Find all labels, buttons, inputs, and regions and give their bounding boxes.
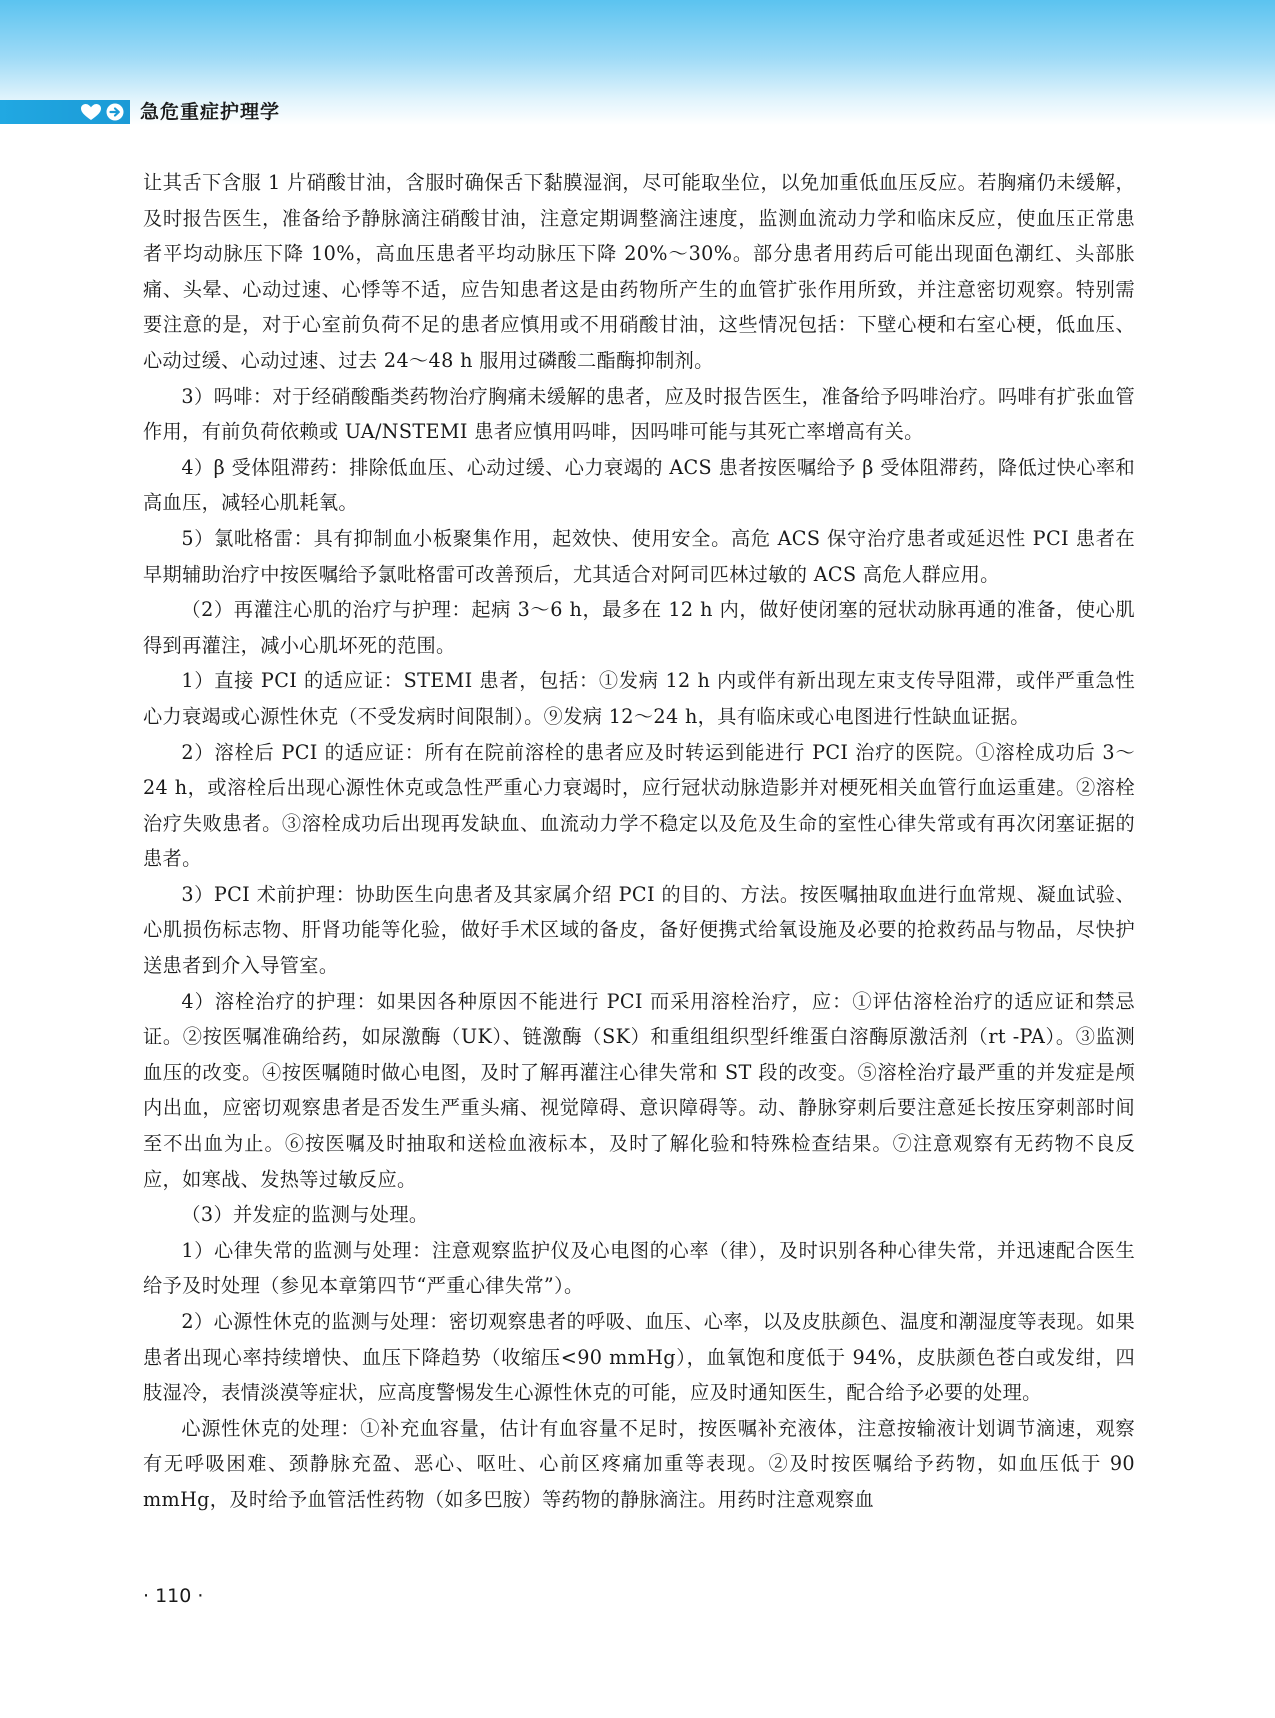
page-number: · 110 · [143,1585,204,1607]
paragraph-clopidogrel: 5）氯吡格雷：具有抑制血小板聚集作用，起效快、使用安全。高危 ACS 保守治疗患者或延迟性 PCI 患者在早期辅助治疗中按医嘱给予氯吡格雷可改善预后，尤其适合对阿司匹林过敏的 ACS 高危人群应用。 [143,526,1135,586]
paragraph-post-thrombolysis-pci: 2）溶栓后 PCI 的适应证：所有在院前溶栓的患者应及时转运到能进行 PCI 治疗的医院。①溶栓成功后 3～24 h，或溶栓后出现心源性休克或急性严重心力衰竭时，应行冠状动脉造影并对梗死相关血管行血运重建。②溶栓治疗失败患者。③溶栓成功后出现再发缺血、血流动力学不稳定以及危及生命的室性心律失常或有再次闭塞证据的患者。 [143,740,1135,871]
paragraph-continued: 让其舌下含服 1 片硝酸甘油，含服时确保舌下黏膜湿润，尽可能取坐位，以免加重低血压反应。若胸痛仍未缓解，及时报告医生，准备给予静脉滴注硝酸甘油，注意定期调整滴注速度，监测血流动力学和临床反应，使血压正常患者平均动脉压下降 10%，高血压患者平均动脉压下降 20%～30%。部分患者用药后可能出现面色潮红、头部胀痛、头晕、心动过速、心悸等不适，应告知患者这是由药物所产生的血管扩张作用所致，并注意密切观察。特别需要注意的是，对于心室前负荷不足的患者应慎用或不用硝酸甘油，这些情况包括：下壁心梗和右室心梗，低血压、心动过缓、心动过速、过去 24～48 h 服用过磷酸二酯酶抑制剂。 [143,171,1135,372]
paragraph-morphine: 3）吗啡：对于经硝酸酯类药物治疗胸痛未缓解的患者，应及时报告医生，准备给予吗啡治疗。吗啡有扩张血管作用，有前负荷依赖或 UA/NSTEMI 患者应慎用吗啡，因吗啡可能与其死亡率增高有关。 [143,384,1135,444]
main-text [143,165,1135,1518]
heart-icon [80,103,102,121]
paragraph-shock-treatment: 心源性休克的处理：①补充血容量，估计有血容量不足时，按医嘱补充液体，注意按输液计划调节滴速，观察有无呼吸困难、颈静脉充盈、恶心、呕吐、心前区疼痛加重等表现。②及时按医嘱给予药物，如血压低于 90 mmHg，及时给予血管活性药物（如多巴胺）等药物的静脉滴注。用药时注意观察血 [143,1416,1135,1511]
paragraph-direct-pci: 1）直接 PCI 的适应证：STEMI 患者，包括：①发病 12 h 内或伴有新出现左束支传导阻滞，或伴严重急性心力衰竭或心源性休克（不受发病时间限制）。⑨发病 12～24 h，具有临床或心电图进行性缺血证据。 [143,669,1135,728]
paragraph-beta-blocker: 4）β 受体阻滞药：排除低血压、心动过缓、心力衰竭的 ACS 患者按医嘱给予 β 受体阻滞药，降低过快心率和高血压，减轻心肌耗氧。 [143,455,1135,515]
header-icons [80,103,124,121]
paragraph-thrombolysis-care: 4）溶栓治疗的护理：如果因各种原因不能进行 PCI 而采用溶栓治疗，应：①评估溶栓治疗的适应证和禁忌证。②按医嘱准确给药，如尿激酶（UK）、链激酶（SK）和重组组织型纤维蛋白溶酶原激活剂（rt -PA）。③监测血压的改变。④按医嘱随时做心电图，及时了解再灌注心律失常和 ST 段的改变。⑤溶栓治疗最严重的并发症是颅内出血，应密切观察患者是否发生严重头痛、视觉障碍、意识障碍等。动、静脉穿刺后要注意延长按压穿刺部时间至不出血为止。⑥按医嘱及时抽取和送检血液标本，及时了解化验和特殊检查结果。⑦注意观察有无药物不良反应，如寒战、发热等过敏反应。 [143,989,1135,1191]
paragraph-pci-preop-care: 3）PCI 术前护理：协助医生向患者及其家属介绍 PCI 的目的、方法。按医嘱抽取血进行血常规、凝血试验、心肌损伤标志物、肝肾功能等化验，做好手术区域的备皮，备好便携式给氧设施及必要的抢救药品与物品，尽快护送患者到介入导管室。 [143,882,1135,978]
arrow-right-icon [106,103,124,121]
paragraph-complications-heading: （3）并发症的监测与处理。 [181,1203,429,1227]
running-header [0,100,1275,124]
paragraph-cardiogenic-shock: 2）心源性休克的监测与处理：密切观察患者的呼吸、血压、心率，以及皮肤颜色、温度和潮湿度等表现。如果患者出现心率持续增快、血压下降趋势（收缩压<90 mmHg），血氧饱和度低于 94%，皮肤颜色苍白或发绀，四肢湿冷，表情淡漠等症状，应高度警惕发生心源性休克的可能，应及时通知医生，配合给予必要的处理。 [143,1310,1135,1405]
paragraph-reperfusion: （2）再灌注心肌的治疗与护理：起病 3～6 h，最多在 12 h 内，做好使闭塞的冠状动脉再通的准备，使心肌得到再灌注，减小心肌坏死的范围。 [143,598,1135,657]
book-title: 急危重症护理学 [140,101,281,123]
paragraph-arrhythmia: 1）心律失常的监测与处理：注意观察监护仪及心电图的心率（律），及时识别各种心律失常，并迅速配合医生给予及时处理（参见本章第四节“严重心律失常”）。 [143,1238,1135,1298]
